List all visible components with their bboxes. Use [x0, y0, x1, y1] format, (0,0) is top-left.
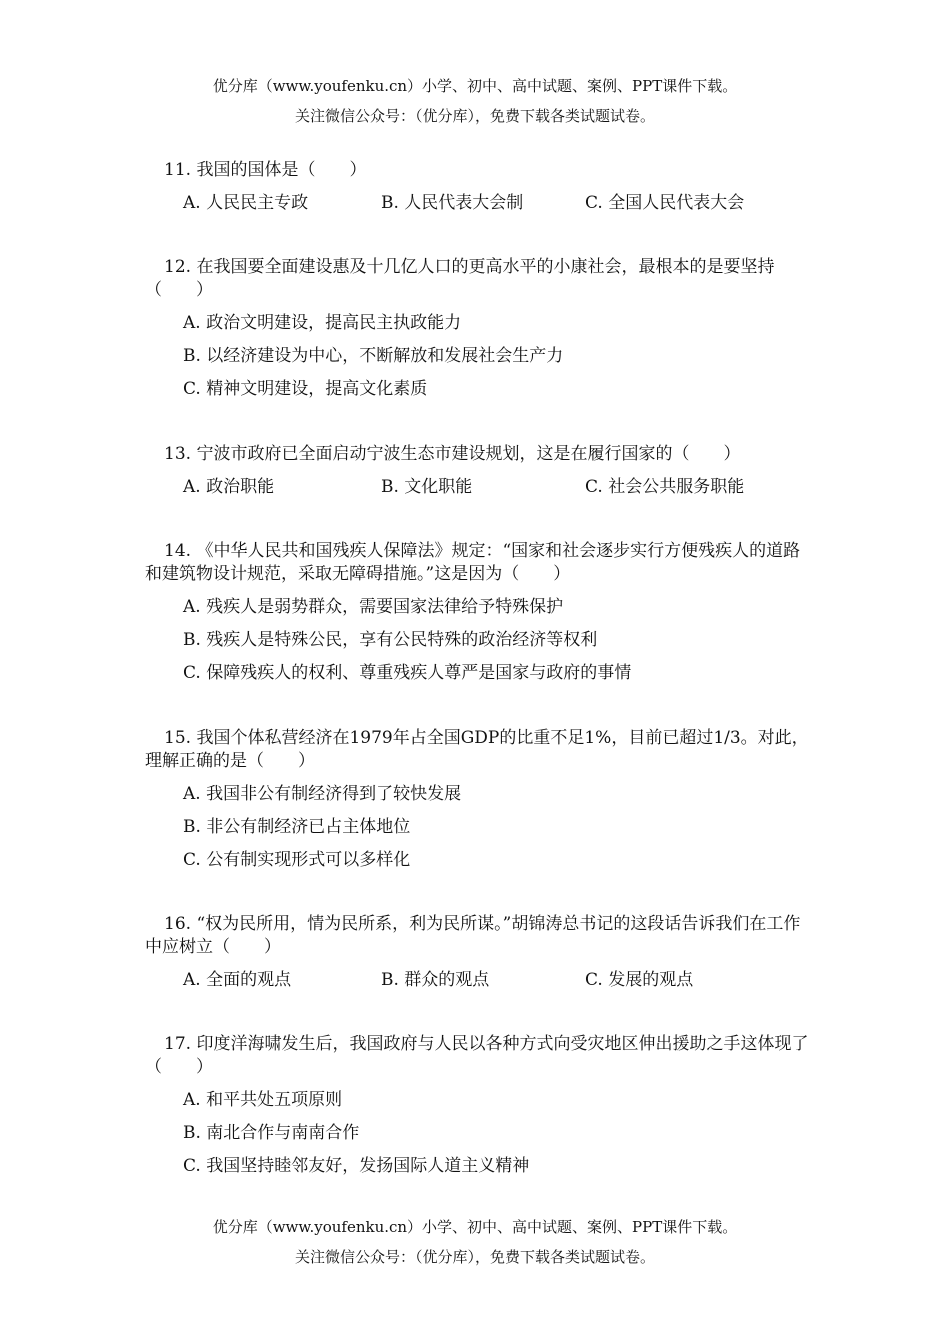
options-row: [145, 969, 810, 992]
question-stem: 14. 《中华人民共和国残疾人保障法》规定：“国家和社会逐步实行方便残疾人的道路和建筑物设计规范，采取无障碍措施。”这是因为（ ）: [145, 541, 801, 584]
question-stem: 16. “权为民所用，情为民所系，利为民所谋。”胡锦涛总书记的这段话告诉我们在工作中应树立（ ）: [145, 914, 801, 957]
options-list: [145, 1089, 810, 1178]
options-list: [145, 596, 810, 685]
options-row: [145, 476, 810, 499]
option-a: A. 政治文明建设，提高民主执政能力: [183, 313, 462, 333]
question-stem: 12. 在我国要全面建设惠及十几亿人口的更高水平的小康社会，最根本的是要坚持（ ）: [145, 257, 775, 300]
option-a: A. 和平共处五项原则: [183, 1090, 343, 1110]
option-c: C. 全国人民代表大会: [585, 193, 745, 213]
question-stem: 15. 我国个体私营经济在1979年占全国GDP的比重不足1%，目前已超过1/3。对此，理解正确的是（ ）: [145, 728, 809, 771]
question-stem: 13. 宁波市政府已全面启动宁波生态市建设规划，这是在履行国家的（ ）: [164, 444, 741, 464]
header-line-1: 优分库（www.youfenku.cn）小学、初中、高中试题、案例、PPT课件下载。: [212, 77, 738, 95]
option-c: C. 保障残疾人的权利、尊重残疾人尊严是国家与政府的事情: [183, 663, 632, 683]
option-b: B. 人民代表大会制: [381, 193, 524, 213]
question-12: [145, 256, 810, 401]
option-c: C. 精神文明建设，提高文化素质: [183, 379, 428, 399]
header-line-2: 关注微信公众号：（优分库），免费下载各类试题试卷。: [294, 107, 655, 125]
option-b: B. 残疾人是特殊公民，享有公民特殊的政治经济等权利: [183, 630, 598, 650]
option-c: C. 社会公共服务职能: [585, 477, 745, 497]
footer-line-2: 关注微信公众号：（优分库），免费下载各类试题试卷。: [294, 1248, 655, 1266]
option-a: A. 残疾人是弱势群众，需要国家法律给予特殊保护: [183, 597, 564, 617]
option-b: B. 南北合作与南南合作: [183, 1123, 360, 1143]
question-16: [145, 913, 810, 992]
question-11: [145, 159, 810, 215]
option-a: A. 政治职能: [183, 477, 275, 497]
question-stem: 11. 我国的国体是（ ）: [164, 160, 367, 180]
option-b: B. 非公有制经济已占主体地位: [183, 817, 411, 837]
question-stem: 17. 印度洋海啸发生后，我国政府与人民以各种方式向受灾地区伸出援助之手这体现了（ ）: [145, 1034, 809, 1077]
option-b: B. 以经济建设为中心，不断解放和发展社会生产力: [183, 346, 564, 366]
footer-line-1: 优分库（www.youfenku.cn）小学、初中、高中试题、案例、PPT课件下载。: [212, 1218, 738, 1236]
option-a: A. 全面的观点: [183, 970, 292, 990]
option-a: A. 人民民主专政: [183, 193, 309, 213]
option-b: B. 文化职能: [381, 477, 473, 497]
options-list: [145, 312, 810, 401]
option-b: B. 群众的观点: [381, 970, 490, 990]
option-c: C. 公有制实现形式可以多样化: [183, 850, 411, 870]
question-13: [145, 443, 810, 499]
question-15: [145, 727, 810, 872]
options-row: [145, 192, 810, 215]
question-17: [145, 1033, 810, 1178]
options-list: [145, 783, 810, 872]
option-c: C. 发展的观点: [585, 970, 694, 990]
option-c: C. 我国坚持睦邻友好，发扬国际人道主义精神: [183, 1156, 530, 1176]
question-14: [145, 540, 810, 685]
option-a: A. 我国非公有制经济得到了较快发展: [183, 784, 462, 804]
